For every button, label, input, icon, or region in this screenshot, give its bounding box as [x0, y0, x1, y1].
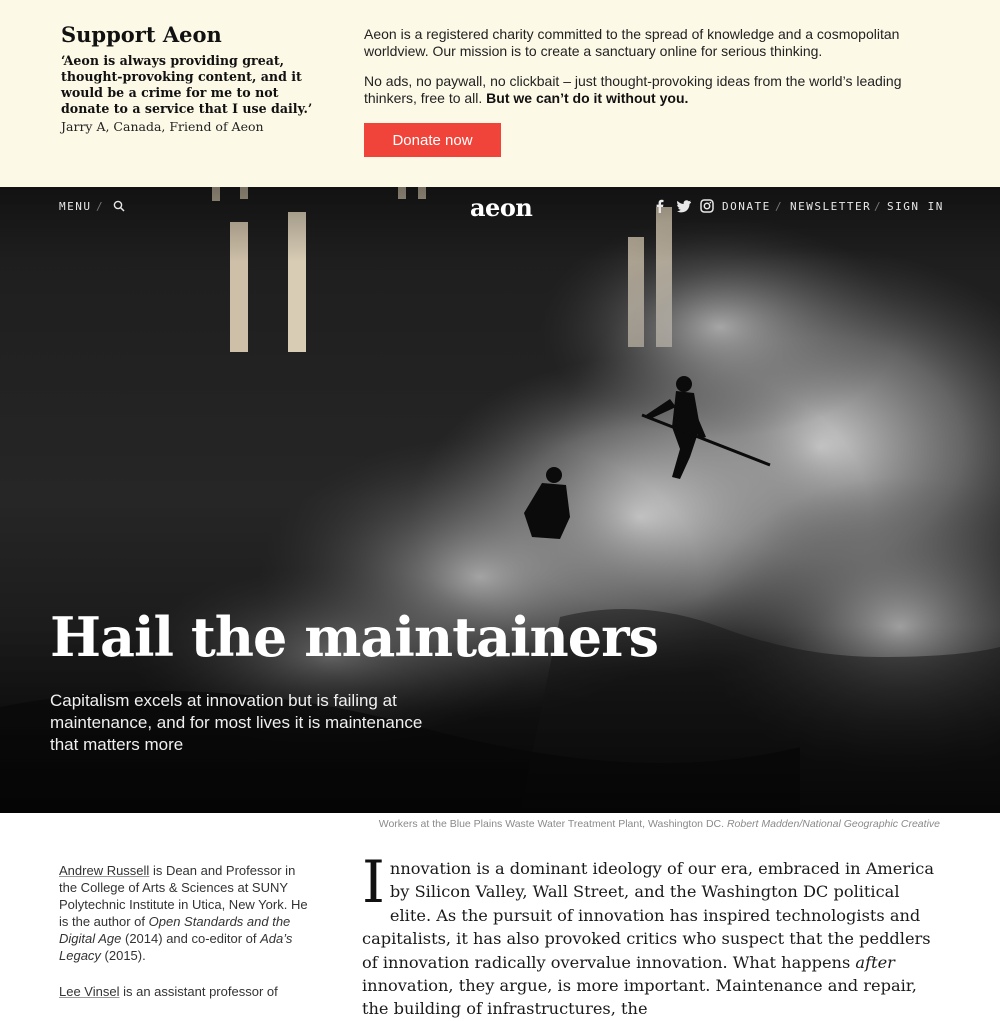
drop-cap: I — [362, 848, 385, 916]
instagram-icon[interactable] — [700, 199, 714, 213]
book-title: Open Standards and the Digital Age — [59, 914, 291, 946]
aeon-logo[interactable]: aeon — [470, 193, 533, 222]
facebook-icon[interactable] — [653, 199, 667, 213]
photo-credit: Robert Madden/National Geographic Creative — [726, 818, 940, 830]
bio-text: is Dean and Professor in the College of Arts & Sciences at SUNY Polytechnic Institute in Utica, New York. He is the author of — [59, 863, 308, 929]
pitch-plain: No ads, no paywall, no clickbait – just thought-provoking ideas from the world’s leading thinkers, free to all. — [364, 73, 902, 106]
article-text: nnovation is a dominant ideology of our era, embraced in America by Silicon Valley, Wall Street, and the Washington DC political elite. As the pursuit of innovation has inspired technologists and capitalists, it has also provoked critics who suspect that the peddlers of innovation radically overvalue innovation. What happens — [362, 859, 934, 972]
nav-newsletter-link[interactable]: NEWSLETTER — [790, 200, 872, 213]
nav-donate-link[interactable]: DONATE — [722, 200, 771, 213]
article-title: Hail the maintainers — [50, 605, 659, 669]
hero — [0, 187, 1000, 813]
book-title: Ada’s Legacy — [59, 931, 293, 963]
mission-text: Aeon is a registered charity committed to the spread of knowledge and a cosmopolitan worldview. Our mission is to create a sanctuary online for serious thinking. — [364, 26, 900, 59]
nav-separator: / — [96, 200, 103, 213]
support-title: Support Aeon — [61, 22, 222, 47]
author-bio — [59, 983, 309, 1000]
menu-button[interactable]: MENU — [59, 200, 92, 213]
bio-text: is an assistant professor of — [119, 984, 278, 999]
top-navigation — [0, 187, 1000, 227]
article-subtitle: Capitalism excels at innovation but is failing at maintenance, and for most lives it is maintenance that matters more — [50, 691, 423, 754]
article-emphasis: after — [855, 952, 895, 972]
twitter-icon[interactable] — [677, 199, 691, 213]
author-link-andrew-russell[interactable]: Andrew Russell — [59, 863, 150, 878]
bio-text: (2015). — [100, 948, 146, 963]
photo-caption — [379, 818, 940, 830]
author-link-lee-vinsel[interactable]: Lee Vinsel — [59, 984, 120, 999]
nav-separator: / — [775, 200, 782, 213]
caption-text: Workers at the Blue Plains Waste Water Treatment Plant, Washington DC. — [378, 818, 725, 830]
article-body — [362, 848, 942, 1021]
article-text: innovation, they argue, is more important. Maintenance and repair, the building of infrastructures, the — [362, 976, 917, 1019]
testimonial-author: Jarry A, Canada, Friend of Aeon — [61, 119, 264, 134]
author-bio — [59, 862, 309, 964]
search-icon[interactable] — [113, 200, 125, 212]
nav-separator: / — [874, 200, 881, 213]
testimonial-quote: ‘Aeon is always providing great, thought-provoking content, and it would be a crime for me to not donate to a service that I use daily.’ — [61, 53, 313, 116]
pitch-text — [364, 73, 924, 107]
bio-text: (2014) and co-editor of — [121, 931, 261, 946]
nav-signin-link[interactable]: SIGN IN — [887, 200, 944, 213]
pitch-bold: But we can’t do it without you. — [486, 90, 689, 106]
donate-now-button[interactable]: Donate now — [364, 123, 501, 157]
support-banner — [0, 0, 1000, 187]
